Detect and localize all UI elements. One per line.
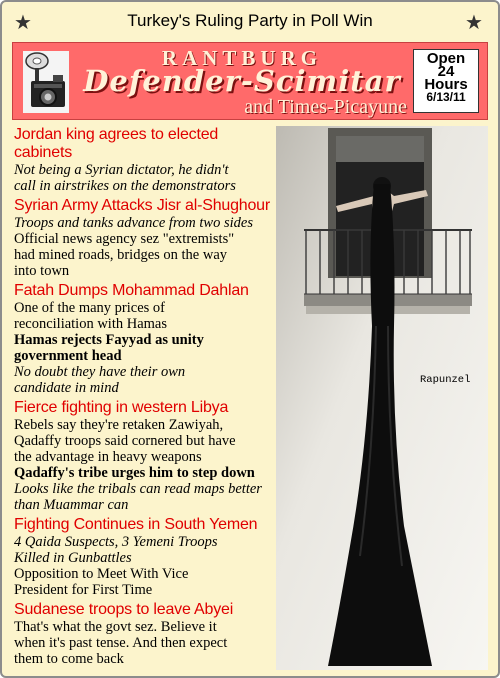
camera-icon — [23, 51, 69, 113]
article-text: them to come back — [14, 651, 124, 667]
article-text: Looks like the tribals can read maps better — [14, 481, 262, 497]
article — [14, 282, 276, 396]
top-banner — [2, 2, 498, 42]
articles-column — [14, 126, 276, 670]
open-label: Open — [426, 50, 466, 67]
article — [14, 197, 276, 279]
rapunzel-photo — [276, 126, 488, 670]
top-headline-link[interactable]: Turkey's Ruling Party in Poll Win — [127, 11, 373, 30]
article-text: No doubt they have their own — [14, 364, 186, 380]
hours-number: 24 — [437, 63, 455, 80]
issue-date: 6/13/11 — [426, 90, 466, 104]
rapunzel-image — [276, 126, 488, 670]
article-text: had mined roads, bridges on the way — [14, 247, 228, 263]
masthead-rantburg: RANTBURG — [161, 46, 323, 70]
article — [14, 601, 276, 667]
article-text: Official news agency sez "extremists" — [14, 231, 235, 247]
star-icon: ★ — [14, 10, 32, 34]
article-headline-link[interactable]: Fighting Continues in South Yemen — [14, 516, 258, 533]
article-subheadline[interactable]: government head — [14, 348, 122, 364]
article-text: reconciliation with Hamas — [14, 316, 168, 332]
article-text: Troops and tanks advance from two sides — [14, 215, 253, 231]
open-24-hours-box — [413, 49, 479, 113]
article-text: Not being a Syrian dictator, he didn't — [14, 162, 229, 178]
hours-label: Hours — [424, 76, 468, 93]
article-text: into town — [14, 263, 70, 279]
article-text: 4 Qaida Suspects, 3 Yemeni Troops — [14, 534, 218, 550]
masthead-title — [77, 46, 407, 118]
article-subheadline[interactable]: Hamas rejects Fayyad as unity — [14, 332, 204, 348]
article-text: Opposition to Meet With Vice — [14, 566, 189, 582]
masthead — [12, 42, 488, 120]
article-text: President for First Time — [14, 582, 153, 598]
article-headline-link[interactable]: Syrian Army Attacks Jisr al-Shughour — [14, 197, 271, 214]
article-headline-link[interactable]: Jordan king agrees to elected cabinets — [14, 126, 219, 161]
article — [14, 516, 276, 598]
article-text: call in airstrikes on the demonstrators — [14, 178, 236, 194]
article-text: than Muammar can — [14, 497, 129, 513]
article-subheadline[interactable]: Qadaffy's tribe urges him to step down — [14, 465, 255, 481]
article-text: when it's past tense. And then expect — [14, 635, 228, 651]
article-text: Rebels say they're retaken Zawiyah, — [14, 417, 224, 433]
article — [14, 126, 276, 194]
masthead-defender-scimitar: Defender-Scimitar — [83, 64, 401, 98]
photo-caption: Rapunzel — [420, 374, 471, 386]
article-headline-link[interactable]: Fatah Dumps Mohammad Dahlan — [14, 282, 249, 299]
masthead-times-picayune: and Times-Picayune — [244, 96, 407, 118]
article-headline-link[interactable]: Sudanese troops to leave Abyei — [14, 601, 234, 618]
article-text: That's what the govt sez. Believe it — [14, 619, 217, 635]
article-text: candidate in mind — [14, 380, 119, 396]
article — [14, 399, 276, 513]
article-text: the advantage in heavy weapons — [14, 449, 202, 465]
article-headline-link[interactable]: Fierce fighting in western Libya — [14, 399, 229, 416]
article-text: Qadaffy troops said cornered but have — [14, 433, 236, 449]
star-icon: ★ — [465, 10, 483, 34]
article-text: One of the many prices of — [14, 300, 165, 316]
article-text: Killed in Gunbattles — [14, 550, 132, 566]
